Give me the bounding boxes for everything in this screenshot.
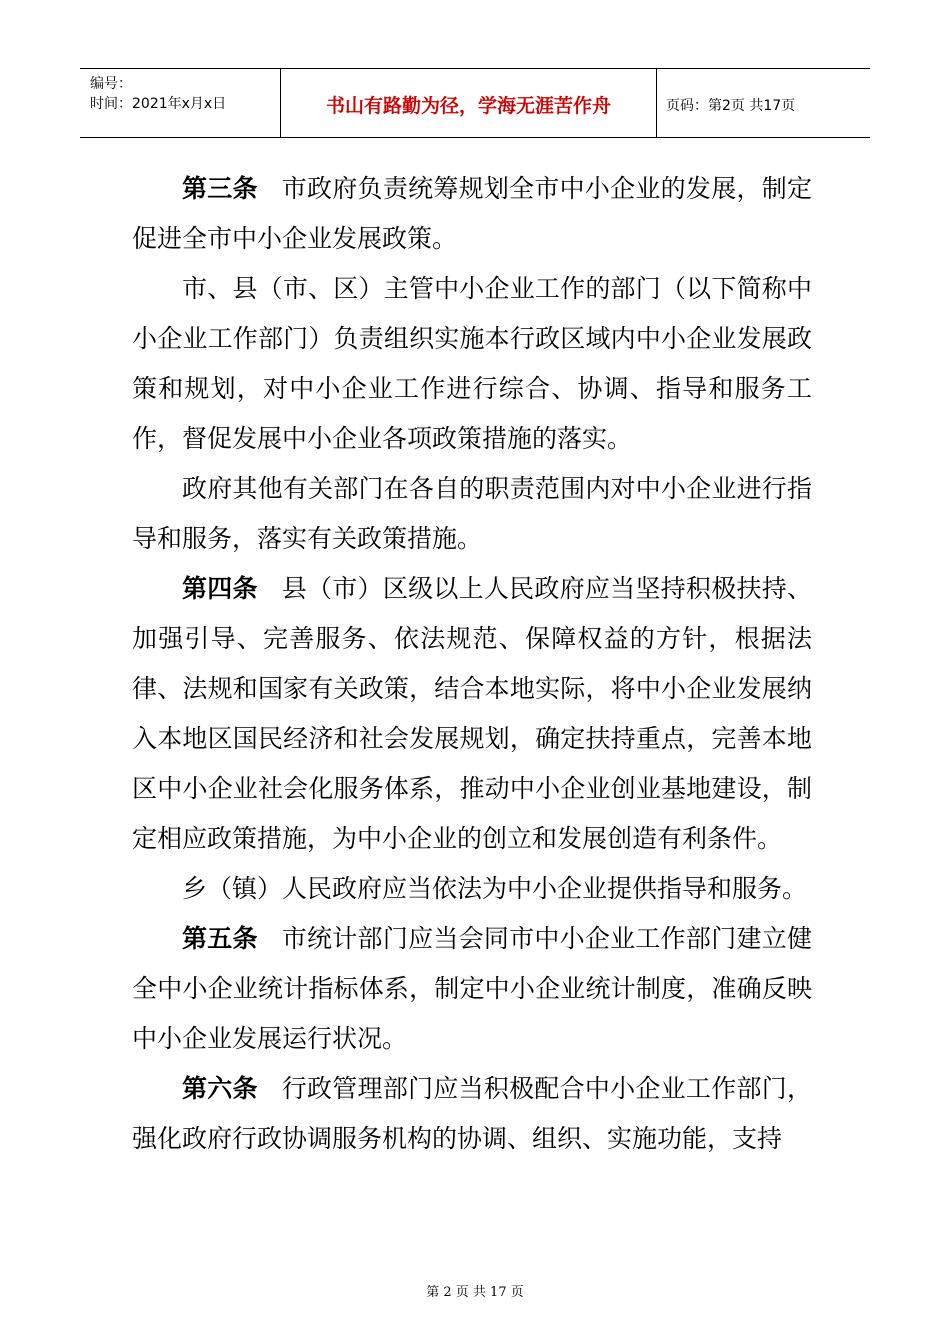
paragraph-text: 市统计部门应当会同市中小企业工作部门建立健全中小企业统计指标体系，制定中小企业统计制度，准确反映中小企业发展运行状况。 [132, 924, 812, 1053]
header-meta-cell [80, 69, 280, 137]
document-header [80, 68, 870, 138]
paragraph-text: 行政管理部门应当积极配合中小企业工作部门，强化政府行政协调服务机构的协调、组织、实施功能，支持 [132, 1074, 812, 1153]
paragraph [132, 264, 812, 464]
page-footer: 第 2 页 共 17 页 [426, 1285, 524, 1300]
document-body [132, 164, 812, 1164]
paragraph [132, 914, 812, 1064]
article-heading: 第四条 [182, 574, 258, 603]
header-page-cell [656, 69, 870, 137]
paragraph-text: 县（市）区级以上人民政府应当坚持积极扶持、加强引导、完善服务、依法规范、保障权益的方针，根据法律、法规和国家有关政策，结合本地实际，将中小企业发展纳入本地区国民经济和社会发展规划，确定扶持重点，完善本地区中小企业社会化服务体系，推动中小企业创业基地建设，制定相应政策措施，为中小企业的创立和发展创造有利条件。 [132, 574, 812, 853]
paragraph [132, 164, 812, 264]
paragraph [132, 564, 812, 864]
paragraph-text: 市、县（市、区）主管中小企业工作的部门（以下简称中小企业工作部门）负责组织实施本行政区域内中小企业发展政策和规划，对中小企业工作进行综合、协调、指导和服务工作，督促发展中小企业各项政策措施的落实。 [132, 274, 812, 453]
header-motto: 书山有路勤为径，学海无涯苦作舟 [325, 95, 611, 117]
document-number-label: 编号： [90, 76, 132, 92]
article-heading: 第三条 [182, 174, 258, 203]
article-heading: 第五条 [182, 924, 258, 953]
paragraph-text: 乡（镇）人民政府应当依法为中小企业提供指导和服务。 [182, 874, 808, 903]
paragraph [132, 864, 812, 914]
paragraph-text: 政府其他有关部门在各自的职责范围内对中小企业进行指导和服务，落实有关政策措施。 [132, 474, 812, 553]
document-date-label: 时间：2021年x月x日 [90, 96, 227, 112]
paragraph [132, 464, 812, 564]
header-motto-cell [280, 69, 657, 137]
article-heading: 第六条 [182, 1074, 258, 1103]
header-page-number: 页码：第2页 共17页 [666, 98, 796, 114]
paragraph-text: 市政府负责统筹规划全市中小企业的发展，制定促进全市中小企业发展政策。 [132, 174, 812, 253]
paragraph [132, 1064, 812, 1164]
